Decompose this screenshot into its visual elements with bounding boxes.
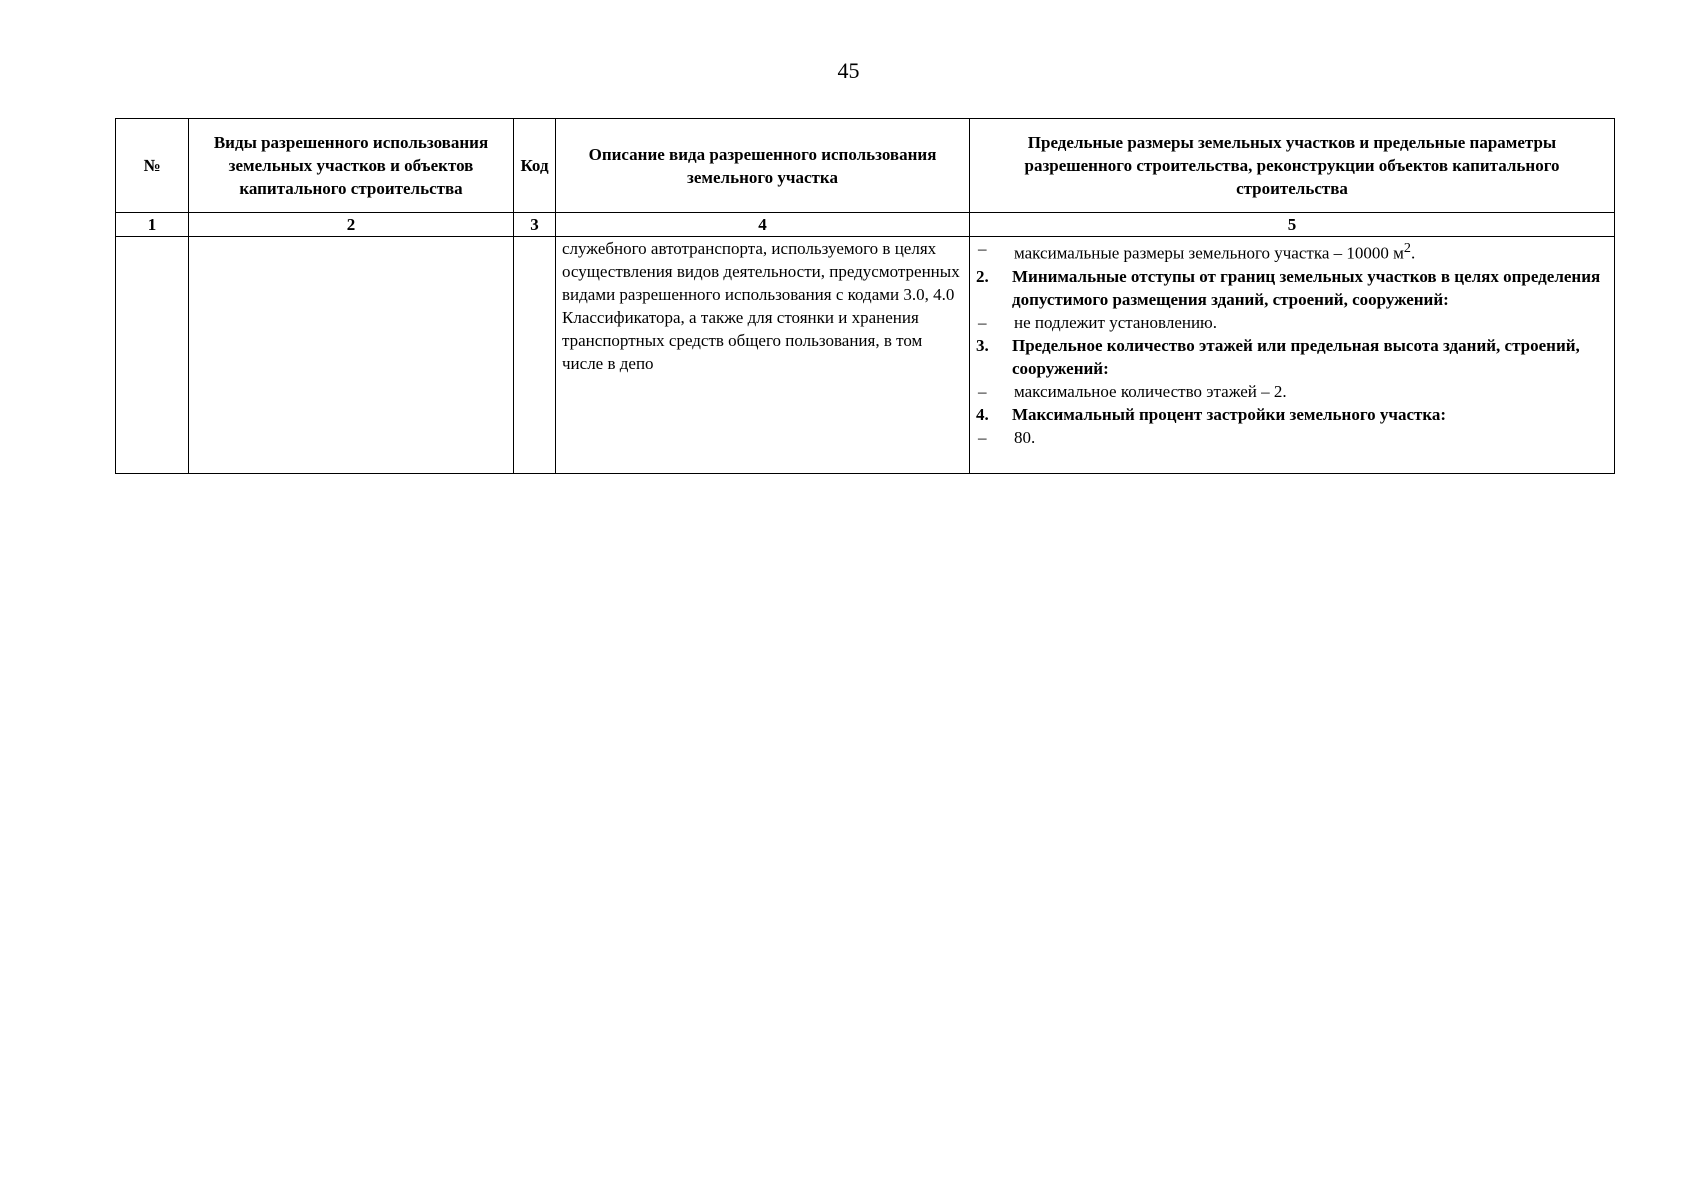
param-item — [976, 334, 1608, 380]
column-number: 3 — [514, 213, 556, 237]
param-marker: – — [978, 312, 987, 332]
table-row — [116, 237, 1615, 474]
param-marker: 4. — [976, 404, 989, 424]
param-marker: 3. — [976, 335, 989, 355]
param-marker: – — [978, 381, 987, 401]
param-item — [976, 237, 1608, 265]
column-number: 5 — [970, 213, 1615, 237]
param-text: Минимальные отступы от границ земельных участков в целях определения допустимого размещения зданий, строений, сооружений: — [1012, 266, 1601, 309]
param-marker: 2. — [976, 266, 989, 286]
header-params: Предельные размеры земельных участков и предельные параметры разрешенного строительства, реконструкции объектов капитального строительства — [970, 119, 1615, 213]
regulations-table — [115, 118, 1615, 474]
cell-code — [514, 237, 556, 474]
param-item — [976, 426, 1608, 449]
param-text: максимальное количество этажей – 2. — [1014, 381, 1287, 401]
cell-description: служебного автотранспорта, используемого в целях осуществления видов деятельности, предусмотренных видами разрешенного использования с кодами 3.0, 4.0 Классификатора, а также для стоянки и хранения транспортных средств общего пользования, в том числе в депо — [556, 237, 970, 474]
page-number: 45 — [837, 58, 860, 83]
param-item — [976, 311, 1608, 334]
header-num: № — [116, 119, 189, 213]
header-code: Код — [514, 119, 556, 213]
param-item — [976, 403, 1608, 426]
param-text-main: максимальные размеры земельного участка – 10000 м — [1014, 243, 1404, 263]
param-item — [976, 380, 1608, 403]
header-description: Описание вида разрешенного использования земельного участка — [556, 119, 970, 213]
param-text: Максимальный процент застройки земельного участка: — [1012, 404, 1447, 424]
param-text: 80. — [1014, 427, 1036, 447]
cell-params — [970, 237, 1615, 474]
column-number: 4 — [556, 213, 970, 237]
table-header-row — [116, 119, 1615, 213]
column-number: 1 — [116, 213, 189, 237]
param-text: Предельное количество этажей или предельная высота зданий, строений, сооружений: — [1012, 335, 1580, 378]
param-text-tail: . — [1410, 243, 1416, 263]
param-item — [976, 265, 1608, 311]
cell-num — [116, 237, 189, 474]
header-kinds: Виды разрешенного использования земельных участков и объектов капитального строительства — [189, 119, 514, 213]
column-number: 2 — [189, 213, 514, 237]
param-text: не подлежит установлению. — [1014, 312, 1218, 332]
param-text — [1014, 237, 1608, 265]
param-sup: 2 — [1403, 240, 1411, 256]
param-marker: – — [978, 239, 987, 258]
column-number-row — [116, 213, 1615, 237]
param-marker: – — [978, 427, 987, 447]
cell-kinds — [189, 237, 514, 474]
